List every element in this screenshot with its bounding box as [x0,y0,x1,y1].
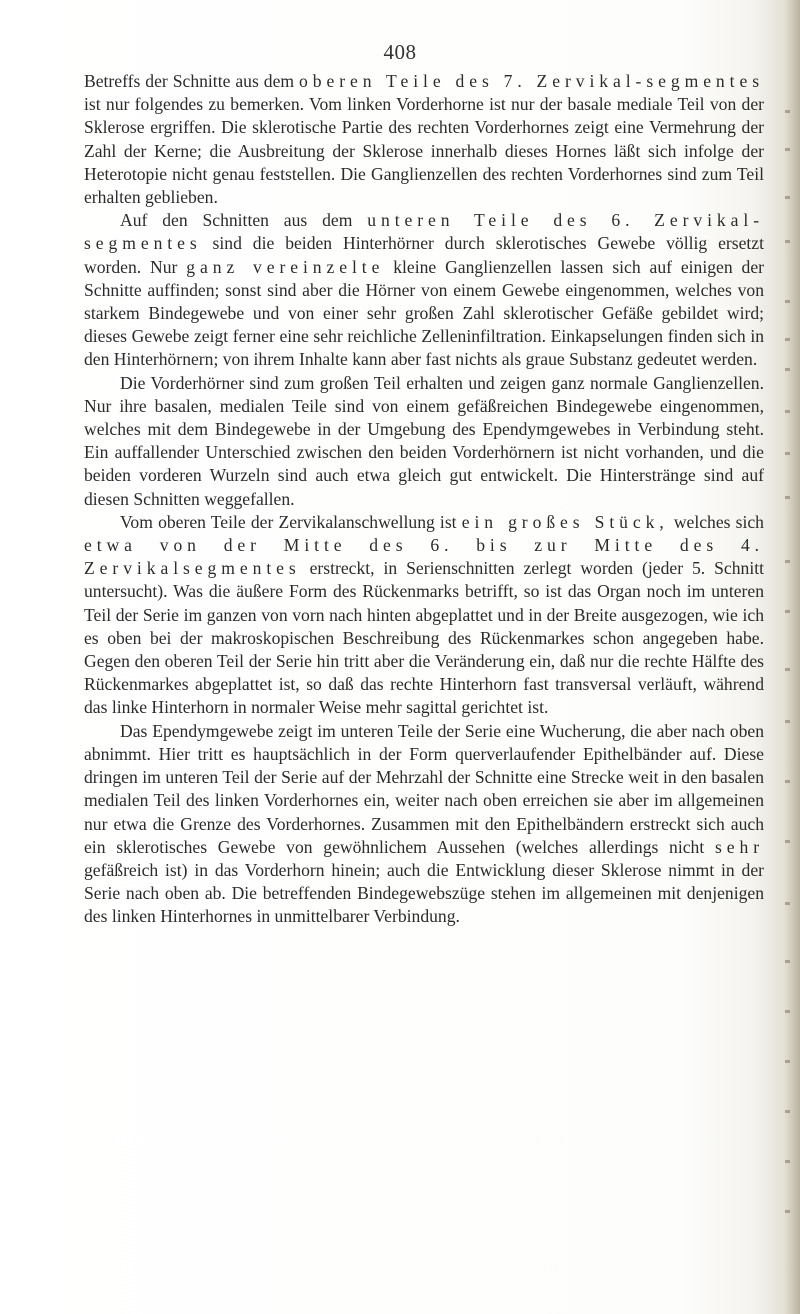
paragraph-4 [84,511,764,720]
edge-mark [785,610,790,613]
edge-mark [785,110,790,113]
edge-mark [785,196,790,199]
text-run: welches sich [668,511,764,532]
text-run: Betreffs der Schnitte aus dem [84,71,300,91]
text-run: Die Vorderhörner sind zum großen Teil erhalten und zeigen ganz normale Ganglienzellen. Nur ihre basalen, medialen Teile sind von einem gefäßreichen Bindegewebe eingenommen, welches mit dem Bindegewebe in der Umgebung des Ependymgewebes in Verbindung steht. Ein auffallender Unterschied zwischen den beiden Vorderhörnern ist nicht vorhanden, und die beiden vorderen Wurzeln sind auch etwa gleich gut entwickelt. Die Hinterstränge sind auf diesen Schnitten weggefallen. [84,372,764,509]
edge-mark [785,368,790,371]
spaced-emphasis-text: ganz vereinzelte [186,256,385,277]
spaced-emphasis-text: etwa von der Mitte des 6. bis zur Mitte des 4. Zervikalsegmentes [84,535,764,579]
edge-mark [785,1160,790,1163]
edge-mark [785,452,790,455]
paragraph-2 [84,209,764,371]
facing-page-edge-marks [782,0,796,1314]
edge-mark [785,960,790,963]
paragraph-1 [84,70,764,209]
spaced-emphasis-text: ein großes Stück, [461,511,669,532]
edge-mark [785,240,790,243]
text-run: ist nur folgendes zu bemerken. Vom linken Vorderhorne ist nur der basale mediale Teil von der Sklerose ergriffen. Die sklerotische Partie des rechten Vorderhornes zeigt eine Vermehrung der Zahl der Kerne; die Ausbreitung der Sklerose innerhalb dieses Hornes läßt sich infolge der Heterotopie nicht genau feststellen. Die Ganglienzellen des rechten Vorderhornes sind zum Teil erhalten geblieben. [84,94,764,208]
text-run: kleine Ganglienzellen lassen sich auf einigen der Schnitte auffinden; sonst sind aber die Hörner von einem Gewebe eingenommen, welches von starkem Bindegewebe und von einer sehr großen Zahl sklerotischer Gefäße gebildet wird; dieses Gewebe zeigt ferner eine sehr reichliche Zelleninfiltration. Einkapselungen finden sich in den Hinterhörnern; von ihrem Inhalte kann aber fast nichts als graue Substanz gedeutet werden. [84,256,764,370]
edge-mark [785,720,790,723]
edge-mark [785,1210,790,1213]
text-run: Vom oberen Teile der Zervikalanschwellung ist [120,511,462,532]
edge-mark [785,1110,790,1113]
text-run: sind die beiden Hinterhörner durch sklerotisches Gewebe völlig ersetzt worden. Nur [84,233,764,277]
spaced-emphasis-text: oberen Teile des 7. Zervikal-segmentes [299,71,764,91]
edge-mark [785,148,790,151]
edge-mark [785,300,790,303]
spaced-emphasis-text: unteren Teile des 6. Zervikal-segmentes [84,210,764,254]
edge-mark [785,1010,790,1013]
edge-mark [785,560,790,563]
edge-mark [785,1060,790,1063]
edge-mark [785,338,790,341]
text-run: Das Ependymgewebe zeigt im unteren Teile der Serie eine Wucherung, die aber nach oben abnimmt. Hier tritt es hauptsächlich in der Form querverlaufender Epithelbänder auf. Diese dringen im unteren Teil der Serie auf der Mehrzahl der Schnitte eine Strecke weit in den basalen medialen Teil des linken Vorderhornes ein, weiter nach oben erreichen sie aber im allgemeinen nur etwa die Grenze des Vorderhornes. Zusammen mit den Epithelbändern erstreckt sich auch ein sklerotisches Gewebe von gewöhnlichem Aussehen (welches allerdings nicht [84,720,764,857]
edge-mark [785,840,790,843]
text-run: gefäßreich ist) in das Vorderhorn hinein; auch die Entwicklung dieser Sklerose nimmt in der Serie nach oben ab. Die betreffenden Bindegewebszüge stehen im allgemeinen mit denjenigen des linken Hinterhornes in unmittelbarer Verbindung. [84,859,764,927]
edge-mark [785,668,790,671]
edge-mark [785,902,790,905]
paragraph-3 [84,372,764,511]
text-run: Auf den Schnitten aus dem [120,210,368,231]
paragraph-5 [84,720,764,929]
page-number: 408 [383,40,417,64]
text-run: erstreckt, in Serienschnitten zerlegt worden (jeder 5. Schnitt untersucht). Was die äußere Form des Rückenmarks betrifft, so ist das Organ noch im unteren Teil der Serie im ganzen von vorn nach hinten abgeplattet und in der Breite ausgezogen, wie ich es oben bei der makroskopischen Beschreibung des Rückenmarkes schon angegeben habe. Gegen den oberen Teil der Serie hin tritt aber die Veränderung ein, daß nur die rechte Hälfte des Rückenmarkes abgeplattet ist, so daß das rechte Hinterhorn fast transversal verläuft, während das linke Hinterhorn in normaler Weise mehr sagittal gerichtet ist. [84,558,764,718]
edge-mark [785,780,790,783]
edge-mark [785,410,790,413]
body-text [84,70,764,929]
spaced-emphasis-text: sehr [714,836,764,857]
edge-mark [785,496,790,499]
